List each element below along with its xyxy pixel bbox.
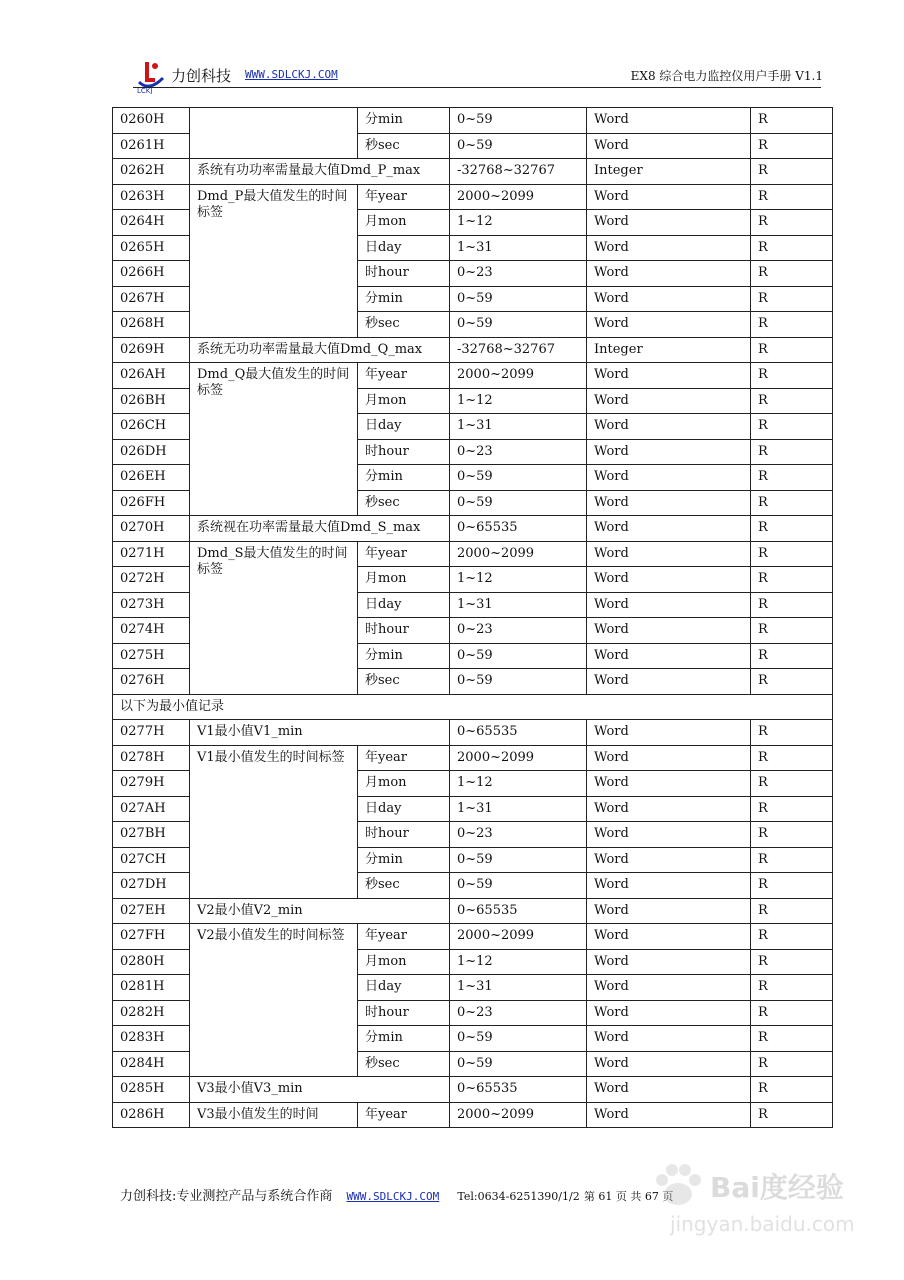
data-type-cell: Word [587,822,751,848]
data-type-cell: Word [587,465,751,491]
access-cell: R [751,490,833,516]
data-type-cell: Word [587,490,751,516]
data-type-cell: Word [587,210,751,236]
data-type-cell: Word [587,1077,751,1103]
access-cell: R [751,363,833,389]
access-cell: R [751,261,833,287]
access-cell: R [751,414,833,440]
time-unit-cell: 日day [358,592,450,618]
table-row [113,516,833,542]
time-unit-cell: 月mon [358,949,450,975]
time-unit-cell: 秒sec [358,490,450,516]
time-unit-cell: 年year [358,363,450,389]
access-cell: R [751,949,833,975]
data-type-cell: Word [587,1102,751,1128]
access-cell: R [751,898,833,924]
address-cell: 0285H [113,1077,190,1103]
parameter-name-cell: 系统视在功率需量最大值Dmd_S_max [190,516,450,542]
access-cell: R [751,210,833,236]
address-cell: 026BH [113,388,190,414]
time-unit-cell: 日day [358,235,450,261]
access-cell: R [751,541,833,567]
baidu-watermark [640,1150,860,1250]
time-tag-group-cell: Dmd_Q最大值发生的时间标签 [190,363,358,516]
address-cell: 0275H [113,643,190,669]
section-heading: 以下为最小值记录 [113,694,833,720]
range-cell: 1~12 [450,388,587,414]
data-type-cell: Word [587,796,751,822]
range-cell: 2000~2099 [450,541,587,567]
section-row [113,694,833,720]
range-cell: 0~59 [450,312,587,338]
access-cell: R [751,465,833,491]
address-cell: 0267H [113,286,190,312]
range-cell: 2000~2099 [450,1102,587,1128]
watermark-brand: Bai度经验 [710,1171,844,1204]
range-cell: 0~65535 [450,720,587,746]
access-cell: R [751,388,833,414]
access-cell: R [751,312,833,338]
address-cell: 0279H [113,771,190,797]
data-type-cell: Word [587,363,751,389]
data-type-cell: Word [587,771,751,797]
range-cell: 0~23 [450,822,587,848]
time-unit-cell: 时hour [358,439,450,465]
access-cell: R [751,567,833,593]
data-type-cell: Word [587,873,751,899]
data-type-cell: Word [587,592,751,618]
address-cell: 0277H [113,720,190,746]
data-type-cell: Word [587,235,751,261]
access-cell: R [751,184,833,210]
range-cell: -32768~32767 [450,159,587,185]
data-type-cell: Word [587,924,751,950]
range-cell: 0~23 [450,618,587,644]
parameter-name-cell: V1最小值V1_min [190,720,450,746]
address-cell: 0269H [113,337,190,363]
address-cell: 0262H [113,159,190,185]
range-cell: 0~59 [450,286,587,312]
range-cell: 0~65535 [450,898,587,924]
address-cell: 0278H [113,745,190,771]
access-cell: R [751,1102,833,1128]
range-cell: 0~59 [450,1051,587,1077]
data-type-cell: Word [587,541,751,567]
document-title: EX8 综合电力监控仪用户手册 V1.1 [630,69,823,83]
data-type-cell: Word [587,312,751,338]
access-cell: R [751,796,833,822]
address-cell: 0265H [113,235,190,261]
address-cell: 027FH [113,924,190,950]
time-unit-cell: 日day [358,975,450,1001]
data-type-cell: Integer [587,159,751,185]
access-cell: R [751,643,833,669]
parameter-name-cell: 系统无功功率需量最大值Dmd_Q_max [190,337,450,363]
range-cell: 1~12 [450,771,587,797]
footer-slogan: 力创科技:专业测控产品与系统合作商 [120,1189,333,1204]
range-cell: 0~59 [450,108,587,134]
data-type-cell: Word [587,133,751,159]
access-cell: R [751,159,833,185]
svg-text:LCKJ: LCKJ [137,87,153,94]
watermark-site: jingyan.baidu.com [670,1212,855,1236]
data-type-cell: Word [587,286,751,312]
access-cell: R [751,771,833,797]
access-cell: R [751,1077,833,1103]
address-cell: 0266H [113,261,190,287]
range-cell: 0~59 [450,490,587,516]
access-cell: R [751,108,833,134]
company-name: 力创科技 [171,67,232,85]
parameter-name-cell: V3最小值V3_min [190,1077,450,1103]
address-cell: 0272H [113,567,190,593]
data-type-cell: Word [587,516,751,542]
time-unit-cell: 年year [358,1102,450,1128]
data-type-cell: Word [587,1026,751,1052]
lckj-logo-icon [133,58,167,94]
range-cell: 0~59 [450,133,587,159]
range-cell: 1~31 [450,414,587,440]
data-type-cell: Word [587,414,751,440]
range-cell: 1~31 [450,796,587,822]
data-type-cell: Word [587,618,751,644]
data-type-cell: Word [587,975,751,1001]
table-row [113,924,833,950]
access-cell: R [751,669,833,695]
data-type-cell: Word [587,1000,751,1026]
address-cell: 0282H [113,1000,190,1026]
access-cell: R [751,516,833,542]
register-table [112,107,833,1128]
data-type-cell: Word [587,669,751,695]
access-cell: R [751,873,833,899]
data-type-cell: Word [587,388,751,414]
table-row [113,745,833,771]
time-unit-cell: 秒sec [358,312,450,338]
address-cell: 0261H [113,133,190,159]
table-row [113,898,833,924]
access-cell: R [751,975,833,1001]
parameter-name-cell: V2最小值V2_min [190,898,450,924]
table-row [113,1102,833,1128]
access-cell: R [751,1051,833,1077]
data-type-cell: Word [587,745,751,771]
range-cell: 1~12 [450,567,587,593]
table-row [113,720,833,746]
range-cell: 0~23 [450,261,587,287]
address-cell: 026FH [113,490,190,516]
time-unit-cell: 分min [358,643,450,669]
range-cell: 1~12 [450,949,587,975]
data-type-cell: Word [587,643,751,669]
address-cell: 026CH [113,414,190,440]
page-header [133,56,823,94]
access-cell: R [751,337,833,363]
time-unit-cell: 分min [358,465,450,491]
range-cell: 0~59 [450,643,587,669]
range-cell: 0~23 [450,1000,587,1026]
range-cell: 2000~2099 [450,363,587,389]
access-cell: R [751,1000,833,1026]
range-cell: 0~23 [450,439,587,465]
time-tag-group-cell: V3最小值发生的时间 [190,1102,358,1128]
address-cell: 026AH [113,363,190,389]
range-cell: 0~65535 [450,516,587,542]
time-unit-cell: 秒sec [358,133,450,159]
data-type-cell: Word [587,439,751,465]
data-type-cell: Word [587,898,751,924]
time-unit-cell: 分min [358,847,450,873]
address-cell: 026EH [113,465,190,491]
range-cell: -32768~32767 [450,337,587,363]
time-unit-cell: 年year [358,924,450,950]
table-row [113,363,833,389]
address-cell: 0273H [113,592,190,618]
address-cell: 0283H [113,1026,190,1052]
time-unit-cell: 月mon [358,388,450,414]
time-tag-group-cell: Dmd_S最大值发生的时间标签 [190,541,358,694]
data-type-cell: Word [587,949,751,975]
access-cell: R [751,720,833,746]
address-cell: 0284H [113,1051,190,1077]
time-unit-cell: 分min [358,286,450,312]
data-type-cell: Word [587,847,751,873]
range-cell: 2000~2099 [450,924,587,950]
address-cell: 0274H [113,618,190,644]
data-type-cell: Word [587,261,751,287]
access-cell: R [751,133,833,159]
data-type-cell: Word [587,567,751,593]
header-url-link[interactable]: WWW.SDLCKJ.COM [245,68,338,81]
data-type-cell: Word [587,1051,751,1077]
address-cell: 0271H [113,541,190,567]
range-cell: 0~59 [450,1026,587,1052]
footer-page-number: 第 61 页 共 67 页 [583,1190,674,1203]
range-cell: 1~31 [450,592,587,618]
time-unit-cell: 月mon [358,567,450,593]
address-cell: 0270H [113,516,190,542]
time-unit-cell: 年year [358,184,450,210]
range-cell: 0~65535 [450,1077,587,1103]
table-row [113,541,833,567]
data-type-cell: Word [587,108,751,134]
access-cell: R [751,592,833,618]
time-unit-cell: 秒sec [358,1051,450,1077]
parameter-name-cell: 系统有功功率需量最大值Dmd_P_max [190,159,450,185]
time-unit-cell: 时hour [358,261,450,287]
data-type-cell: Word [587,184,751,210]
range-cell: 0~59 [450,873,587,899]
time-unit-cell: 分min [358,1026,450,1052]
time-unit-cell: 秒sec [358,873,450,899]
address-cell: 0263H [113,184,190,210]
access-cell: R [751,847,833,873]
time-unit-cell: 年year [358,541,450,567]
address-cell: 027BH [113,822,190,848]
header-divider [133,87,821,88]
address-cell: 0281H [113,975,190,1001]
address-cell: 026DH [113,439,190,465]
address-cell: 027EH [113,898,190,924]
time-unit-cell: 日day [358,796,450,822]
address-cell: 0268H [113,312,190,338]
access-cell: R [751,745,833,771]
time-unit-cell: 月mon [358,771,450,797]
access-cell: R [751,235,833,261]
data-type-cell: Word [587,720,751,746]
time-unit-cell: 日day [358,414,450,440]
table-row [113,159,833,185]
range-cell: 1~31 [450,975,587,1001]
table-row [113,108,833,134]
time-unit-cell: 时hour [358,822,450,848]
group-cell-continued [190,108,358,159]
time-tag-group-cell: V2最小值发生的时间标签 [190,924,358,1077]
data-type-cell: Integer [587,337,751,363]
access-cell: R [751,924,833,950]
access-cell: R [751,286,833,312]
range-cell: 0~59 [450,465,587,491]
time-unit-cell: 年year [358,745,450,771]
time-unit-cell: 月mon [358,210,450,236]
address-cell: 0276H [113,669,190,695]
range-cell: 0~59 [450,847,587,873]
time-unit-cell: 分min [358,108,450,134]
address-cell: 0260H [113,108,190,134]
range-cell: 1~12 [450,210,587,236]
baidu-paw-icon [648,1156,708,1216]
address-cell: 0286H [113,1102,190,1128]
address-cell: 0264H [113,210,190,236]
access-cell: R [751,618,833,644]
time-unit-cell: 时hour [358,1000,450,1026]
address-cell: 027DH [113,873,190,899]
footer-tel: Tel:0634-6251390/1/2 [457,1190,580,1203]
time-tag-group-cell: Dmd_P最大值发生的时间标签 [190,184,358,337]
range-cell: 2000~2099 [450,745,587,771]
table-row [113,184,833,210]
table-row [113,337,833,363]
address-cell: 027CH [113,847,190,873]
time-tag-group-cell: V1最小值发生的时间标签 [190,745,358,898]
access-cell: R [751,1026,833,1052]
time-unit-cell: 时hour [358,618,450,644]
range-cell: 1~31 [450,235,587,261]
time-unit-cell: 秒sec [358,669,450,695]
range-cell: 0~59 [450,669,587,695]
access-cell: R [751,439,833,465]
footer-url-link[interactable]: WWW.SDLCKJ.COM [346,1190,440,1203]
access-cell: R [751,822,833,848]
address-cell: 027AH [113,796,190,822]
address-cell: 0280H [113,949,190,975]
table-row [113,1077,833,1103]
range-cell: 2000~2099 [450,184,587,210]
